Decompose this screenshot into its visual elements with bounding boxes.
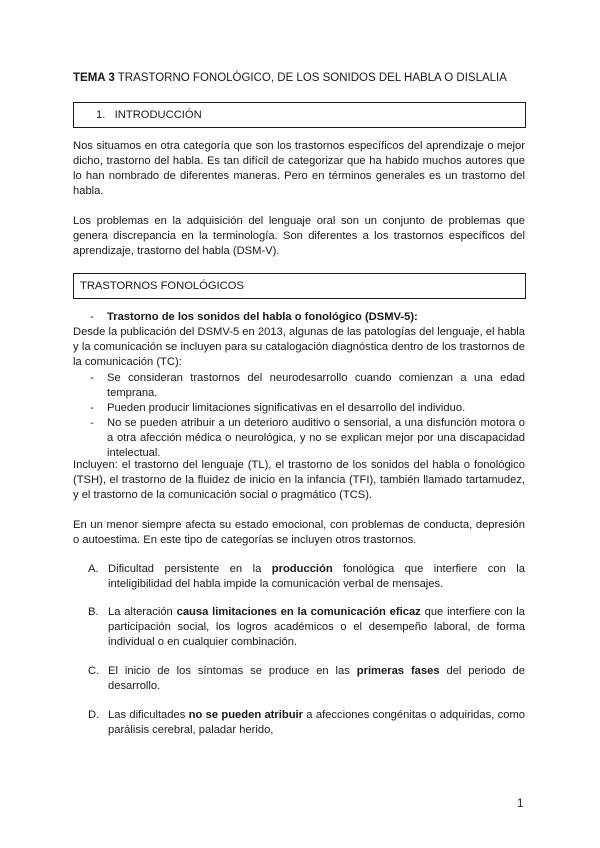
criterion-emphasis: causa limitaciones en la comunicación eficaz <box>176 606 421 618</box>
section-heading-text <box>96 108 202 123</box>
emotional-paragraph: En un menor siempre afecta su estado emocional, con problemas de conducta, depresión o autoestima. En este tipo de categorías se incluyen otros trastornos. <box>73 519 525 546</box>
document-title <box>73 71 533 86</box>
includes-paragraph: Incluyen: el trastorno del lenguaje (TL), el trastorno de los sonidos del habla o fonológico (TSH), el trastorno de la fluidez de inicio en la infancia (TFI), también llamado tartamudez, y el trastorno de la comunicación social o pragmático (TCS). <box>73 459 525 501</box>
criterion-text: Las dificultades <box>108 709 189 721</box>
subsection-title-text: Trastorno de los sonidos del habla o fonológico (DSMV-5): <box>107 311 418 323</box>
list-item <box>73 664 525 694</box>
page-number: 1 <box>517 798 524 810</box>
criterion-text: Dificultad persistente en la <box>108 563 272 575</box>
criterion-text: del periodo de desarrollo. <box>108 665 525 692</box>
intro-paragraph-1: Nos situamos en otra categoría que son los trastornos específicos del aprendizaje o mejor dicho, trastorno del habla. Es tan difícil de categorizar que ha habido muchos autores que lo han nombrado de diferentes maneras. Pero en términos generales es un trastorno del habla. <box>73 140 525 197</box>
criterion-text: a afecciones congénitas o adquiridas, como parálisis cerebral, paladar herido, <box>108 709 525 736</box>
section-heading-trastornos-fonologicos <box>73 273 526 299</box>
list-item <box>73 416 525 461</box>
list-item-text: Pueden producir limitaciones significativas en el desarrollo del individuo. <box>107 402 466 414</box>
list-item-text: No se pueden atribuir a un deterioro auditivo o sensorial, a una disfunción motora o a otra afección médica o neurológica, y no se explican mejor por una discapacidad intelectual. <box>107 417 525 459</box>
bullet-marker: - <box>90 311 94 323</box>
intro-paragraph-2: Los problemas en la adquisición del lenguaje oral son un conjunto de problemas que genera discrepancia en la terminología. Son diferentes a los trastornos específicos del aprendizaje, trastorno del habla (DSM-V). <box>73 215 525 257</box>
criterion-emphasis: no se pueden atribuir <box>188 709 303 721</box>
criterion-a <box>73 562 525 592</box>
criterion-c <box>73 664 525 694</box>
criterion-text: que interfiere con la participación social, los logros académicos o el desempeño laboral, de forma individual o en cualquier combinación. <box>108 606 525 648</box>
list-item-text: Se consideran trastornos del neurodesarrollo cuando comienzan a una edad temprana. <box>107 372 525 399</box>
title-topic-number: TEMA 3 <box>73 72 115 84</box>
bullet-marker: - <box>90 372 94 384</box>
criterion-letter: B. <box>88 606 99 618</box>
list-item <box>73 605 525 650</box>
criterion-emphasis: producción <box>271 563 333 575</box>
subsection-title <box>73 310 525 325</box>
title-text: TRASTORNO FONOLÓGICO, DE LOS SONIDOS DEL HABLA O DISLALIA <box>114 72 507 84</box>
criterion-b <box>73 605 525 650</box>
list-item <box>73 401 525 416</box>
criterion-text: El inicio de los síntomas se produce en las <box>108 665 357 677</box>
list-item <box>73 562 525 592</box>
criterion-letter: C. <box>88 665 100 677</box>
list-item <box>73 708 525 738</box>
list-item <box>73 371 525 401</box>
section-heading-introduccion <box>73 102 526 128</box>
criterion-text: La alteración <box>108 606 177 618</box>
criterion-letter: A. <box>88 563 99 575</box>
bullet-marker: - <box>90 402 94 414</box>
dash-list <box>73 371 525 461</box>
dsm-paragraph: Desde la publicación del DSMV-5 en 2013, algunas de las patologías del lenguaje, el habla y la comunicación se incluyen para su catalogación diagnóstica dentro de los trastornos de la comunicación (TC): <box>73 326 525 368</box>
section-title: INTRODUCCIÓN <box>114 109 202 121</box>
section-number: 1. <box>96 109 106 121</box>
criterion-text: fonológica que interfiere con la inteligibilidad del habla impide la comunicación verbal de mensajes. <box>108 563 526 590</box>
section-heading-text: TRASTORNOS FONOLÓGICOS <box>80 280 244 292</box>
bullet-marker: - <box>90 417 94 429</box>
criterion-d <box>73 708 525 738</box>
criterion-emphasis: primeras fases <box>356 665 440 677</box>
criterion-letter: D. <box>88 709 100 721</box>
